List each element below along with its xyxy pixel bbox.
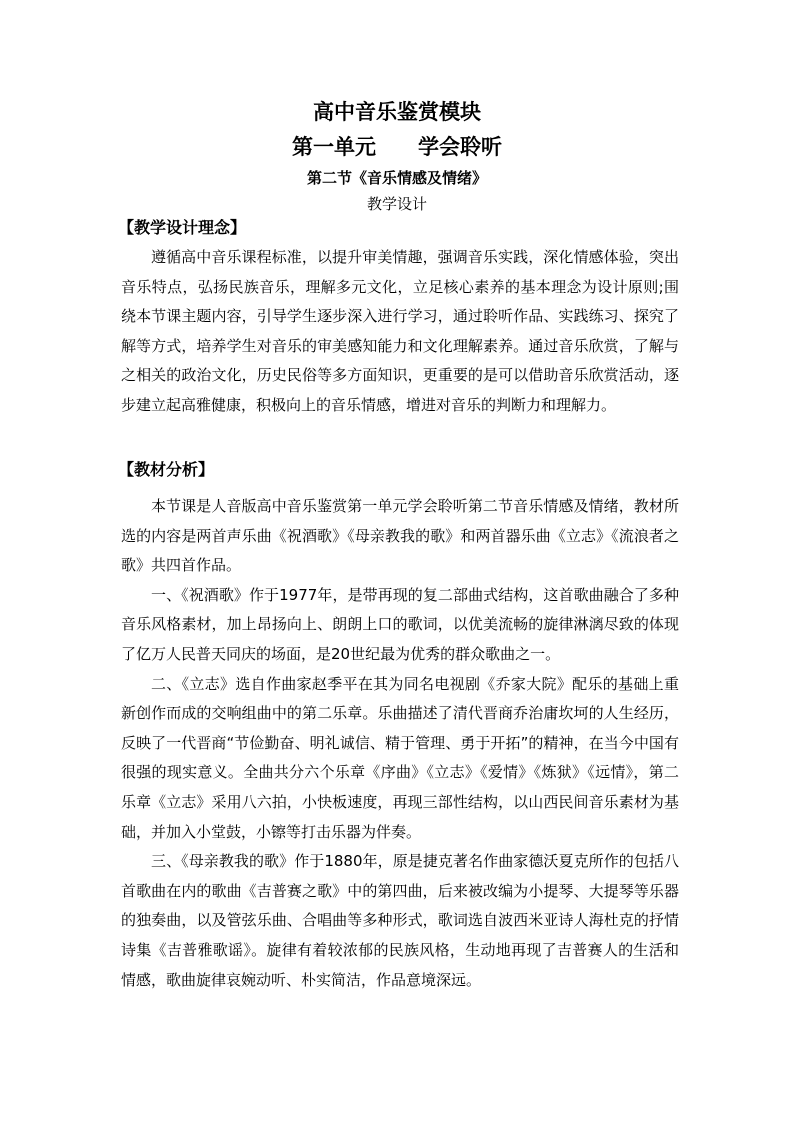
unit-number: 第一单元	[292, 134, 376, 159]
paragraph: 一、《祝酒歌》作于1977年，是带再现的复二部曲式结构，这首歌曲融合了多种音乐风格素材，加上昂扬向上、朗朗上口的歌词，以优美流畅的旋律淋漓尽致的体现了亿万人民普天同庆的场面，是20世纪最为优秀的群众歌曲之一。	[121, 585, 679, 663]
document-type-label: 教学设计	[366, 195, 427, 213]
section-body-design-concept	[121, 243, 679, 421]
section-body-textbook-analysis	[121, 492, 679, 995]
document-title: 高中音乐鉴赏模块	[313, 99, 481, 124]
paragraph: 遵循高中音乐课程标准，以提升审美情趣，强调音乐实践，深化情感体验，突出音乐特点，弘扬民族音乐，理解多元文化，立足核心素养的基本理念为设计原则;围绕本节课主题内容，引导学生逐步深入进行学习，通过聆听作品、实践练习、探究了解等方式，培养学生对音乐的审美感知能力和文化理解素养。通过音乐欣赏，了解与之相关的政治文化，历史民俗等多方面知识，更重要的是可以借助音乐欣赏活动，逐步建立起高雅健康，积极向上的音乐情感，增进对音乐的判断力和理解力。	[121, 248, 679, 414]
unit-name: 学会聆听	[418, 134, 502, 159]
paragraph: 三、《母亲教我的歌》作于1880年，原是捷克著名作曲家德沃夏克所作的包括八首歌曲在内的歌曲《吉普赛之歌》中的第四曲，后来被改编为小提琴、大提琴等乐器的独奏曲，以及管弦乐曲、合唱曲等多种形式，歌词选自波西米亚诗人海杜克的抒情诗集《吉普雅歌谣》。旋律有着较浓郁的民族风格，生动地再现了吉普赛人的生活和情感，歌曲旋律哀婉动听、朴实简洁，作品意境深远。	[121, 852, 679, 989]
section-heading-textbook-analysis: 【教材分析】	[118, 460, 215, 479]
unit-title	[0, 133, 794, 161]
paragraph: 二、《立志》选自作曲家赵季平在其为同名电视剧《乔家大院》配乐的基础上重新创作而成的交响组曲中的第二乐章。乐曲描述了清代晋商乔治庸坎坷的人生经历，反映了一代晋商“节俭勤奋、明礼诚信、精于管理、勇于开拓”的精神，在当今中国有很强的现实意义。全曲共分六个乐章《序曲》《立志》《爱情》《炼狱》《远情》，第二乐章《立志》采用八六拍，小快板速度，再现三部性结构，以山西民间音乐素材为基础，并加入小堂鼓，小镲等打击乐器为伴奏。	[121, 674, 679, 841]
paragraph: 本节课是人音版高中音乐鉴赏第一单元学会聆听第二节音乐情感及情绪，教材所选的内容是两首声乐曲《祝酒歌》《母亲教我的歌》和两首器乐曲《立志》《流浪者之歌》共四首作品。	[121, 497, 679, 575]
section-title: 第二节《音乐情感及情绪》	[306, 169, 487, 187]
section-heading-design-concept: 【教学设计理念】	[118, 218, 247, 237]
